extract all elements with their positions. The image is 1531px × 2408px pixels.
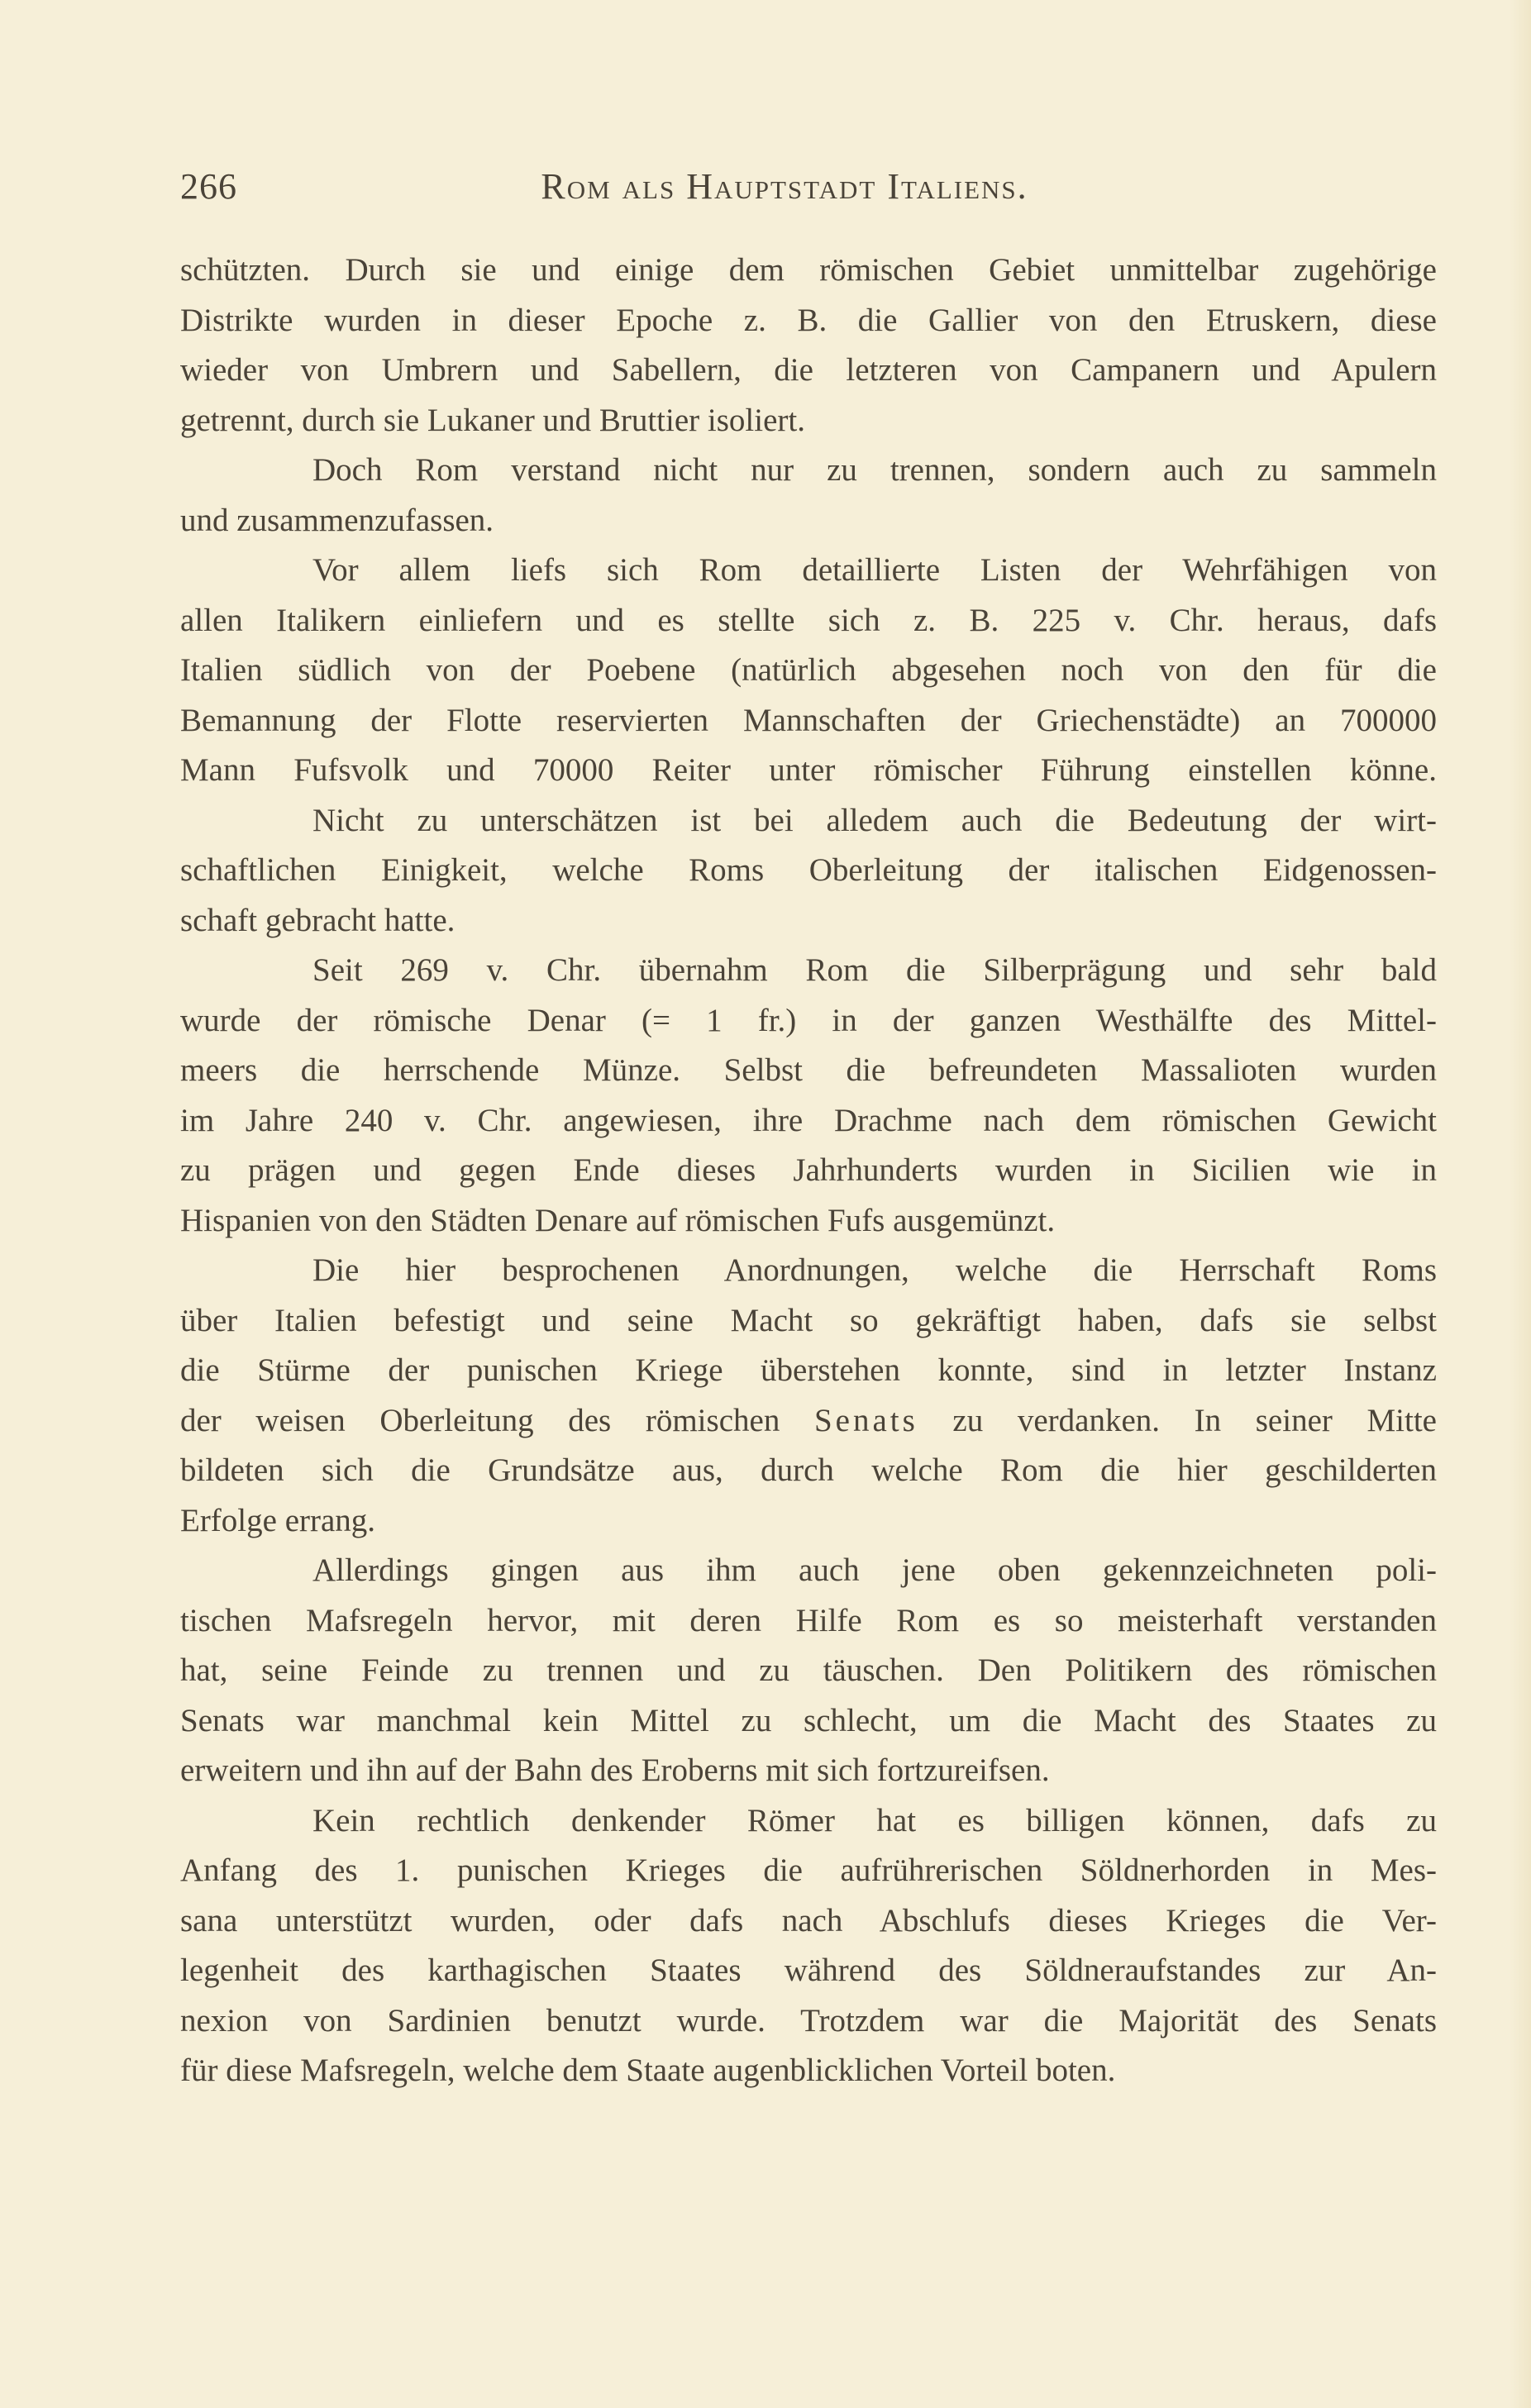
text-line: getrennt, durch sie Lukaner und Bruttier isoliert.: [180, 402, 805, 438]
text-line: hat, seine Feinde zu trennen und zu täuschen. Den Politikern des römischen: [180, 1652, 1437, 1688]
text-line: [180, 1396, 1437, 1447]
page-edge-shading: [1510, 0, 1531, 2408]
body-text: [180, 246, 1437, 2096]
text-line: Mann Fufsvolk und 70000 Reiter unter römischer Führung einstellen könne.: [180, 752, 1437, 788]
text-line: die Stürme der punischen Kriege überstehen konnte, sind in letzter Instanz: [180, 1352, 1437, 1388]
paragraph-first-line: Doch Rom verstand nicht nur zu trennen, sondern auch zu sammeln: [312, 452, 1437, 488]
running-header: [180, 162, 1389, 212]
paragraph-first-line: Seit 269 v. Chr. übernahm Rom die Silberprägung und sehr bald: [312, 952, 1437, 988]
text-line: Erfolge errang.: [180, 1502, 376, 1538]
text-line: zu prägen und gegen Ende dieses Jahrhunderts wurden in Sicilien wie in: [180, 1152, 1437, 1188]
text-line: tischen Mafsregeln hervor, mit deren Hilfe Rom es so meisterhaft verstanden: [180, 1602, 1437, 1638]
page-number: 266: [180, 166, 237, 207]
text-line: erweitern und ihn auf der Bahn des Eroberns mit sich fortzureifsen.: [180, 1752, 1050, 1788]
paragraph-first-line: Vor allem liefs sich Rom detaillierte Listen der Wehrfähigen von: [312, 552, 1437, 588]
text-line: Italien südlich von der Poebene (natürlich abgesehen noch von den für die: [180, 652, 1437, 688]
emphasized-word: Senats: [813, 1402, 918, 1438]
text-line: bildeten sich die Grundsätze aus, durch welche Rom die hier geschilderten: [180, 1452, 1437, 1488]
text-line: schaftlichen Einigkeit, welche Roms Oberleitung der italischen Eidgenossen-: [180, 852, 1437, 888]
paragraph-first-line: Kein rechtlich denkender Römer hat es billigen können, dafs zu: [312, 1802, 1437, 1838]
paragraph-first-line: Die hier besprochenen Anordnungen, welche die Herrschaft Roms: [312, 1252, 1437, 1288]
text-line: Hispanien von den Städten Denare auf römischen Fufs ausgemünzt.: [180, 1202, 1056, 1238]
text-line: im Jahre 240 v. Chr. angewiesen, ihre Drachme nach dem römischen Gewicht: [180, 1102, 1437, 1138]
text-line: Senats war manchmal kein Mittel zu schlecht, um die Macht des Staates zu: [180, 1702, 1437, 1738]
paragraph-first-line: Allerdings gingen aus ihm auch jene oben gekennzeichneten poli-: [312, 1552, 1437, 1588]
text-line: schützten. Durch sie und einige dem römischen Gebiet unmittelbar zugehörige: [180, 252, 1437, 288]
text-line: über Italien befestigt und seine Macht so gekräftigt haben, dafs sie selbst: [180, 1302, 1437, 1338]
text-segment: zu verdanken. In seiner Mitte: [952, 1402, 1437, 1438]
text-line: für diese Mafsregeln, welche dem Staate augenblicklichen Vorteil boten.: [180, 2053, 1116, 2088]
text-line: schaft gebracht hatte.: [180, 902, 455, 938]
text-line: nexion von Sardinien benutzt wurde. Trotzdem war die Majorität des Senats: [180, 2002, 1437, 2038]
text-segment: der weisen Oberleitung des römischen: [180, 1402, 780, 1438]
text-line: und zusammenzufassen.: [180, 502, 494, 538]
running-title: Rom als Hauptstadt Italiens.: [541, 166, 1028, 207]
text-line: legenheit des karthagischen Staates während des Söldneraufstandes zur An-: [180, 1953, 1437, 1988]
text-line: Bemannung der Flotte reservierten Mannschaften der Griechenstädte) an 700000: [180, 702, 1437, 738]
paragraph-first-line: Nicht zu unterschätzen ist bei alledem auch die Bedeutung der wirt-: [312, 802, 1437, 838]
text-line: meers die herrschende Münze. Selbst die befreundeten Massalioten wurden: [180, 1052, 1437, 1088]
text-line: wieder von Umbrern und Sabellern, die letzteren von Campanern und Apulern: [180, 352, 1437, 388]
text-line: allen Italikern einliefern und es stellte sich z. B. 225 v. Chr. heraus, dafs: [180, 602, 1437, 638]
text-line: Anfang des 1. punischen Krieges die aufrührerischen Söldnerhorden in Mes-: [180, 1852, 1437, 1888]
text-line: Distrikte wurden in dieser Epoche z. B. die Gallier von den Etruskern, diese: [180, 302, 1437, 338]
text-line: wurde der römische Denar (= 1 fr.) in der ganzen Westhälfte des Mittel-: [180, 1002, 1437, 1038]
text-line: sana unterstützt wurden, oder dafs nach Abschlufs dieses Krieges die Ver-: [180, 1902, 1437, 1938]
